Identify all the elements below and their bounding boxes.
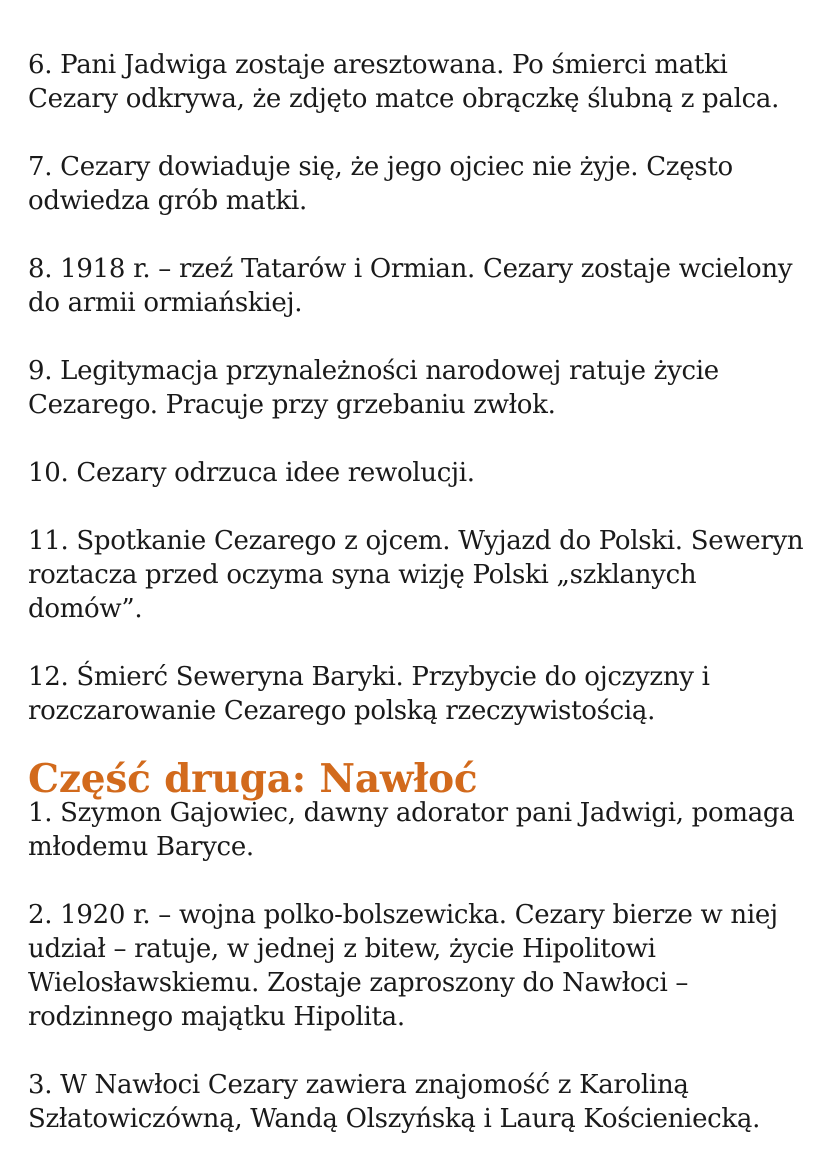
document-page bbox=[28, 48, 808, 1170]
part-two-item-1: 1. Szymon Gajowiec, dawny adorator pani Jadwigi, pomaga młodemu Baryce. bbox=[28, 798, 795, 862]
item-12: 12. Śmierć Seweryna Baryki. Przybycie do ojczyzny i rozczarowanie Cezarego polską rzeczywistością. bbox=[28, 662, 710, 726]
item-6: 6. Pani Jadwiga zostaje aresztowana. Po śmierci matki Cezary odkrywa, że zdjęto matce obrączkę ślubną z palca. bbox=[28, 50, 780, 114]
part-two-item-2: 2. 1920 r. – wojna polko-bolszewicka. Cezary bierze w niej udział – ratuje, w jednej z bitew, życie Hipolitowi Wielosławskiemu. Zostaje zaproszony do Nawłoci – rodzinnego majątku Hipolita. bbox=[28, 900, 778, 1032]
section-title-part-two: Część druga: Nawłoć bbox=[28, 756, 478, 802]
item-10: 10. Cezary odrzuca idee rewolucji. bbox=[28, 458, 475, 488]
item-8: 8. 1918 r. – rzeź Tatarów i Ormian. Cezary zostaje wcielony do armii ormiańskiej. bbox=[28, 254, 793, 318]
item-7: 7. Cezary dowiaduje się, że jego ojciec nie żyje. Często odwiedza grób matki. bbox=[28, 152, 733, 216]
part-two-item-3: 3. W Nawłoci Cezary zawiera znajomość z Karoliną Szłatowiczówną, Wandą Olszyńską i Laurą Kościeniecką. bbox=[28, 1070, 761, 1134]
item-11: 11. Spotkanie Cezarego z ojcem. Wyjazd do Polski. Seweryn roztacza przed oczyma syna wizję Polski „szklanych domów”. bbox=[28, 526, 804, 624]
item-9: 9. Legitymacja przynależności narodowej ratuje życie Cezarego. Pracuje przy grzebaniu zwłok. bbox=[28, 356, 719, 420]
